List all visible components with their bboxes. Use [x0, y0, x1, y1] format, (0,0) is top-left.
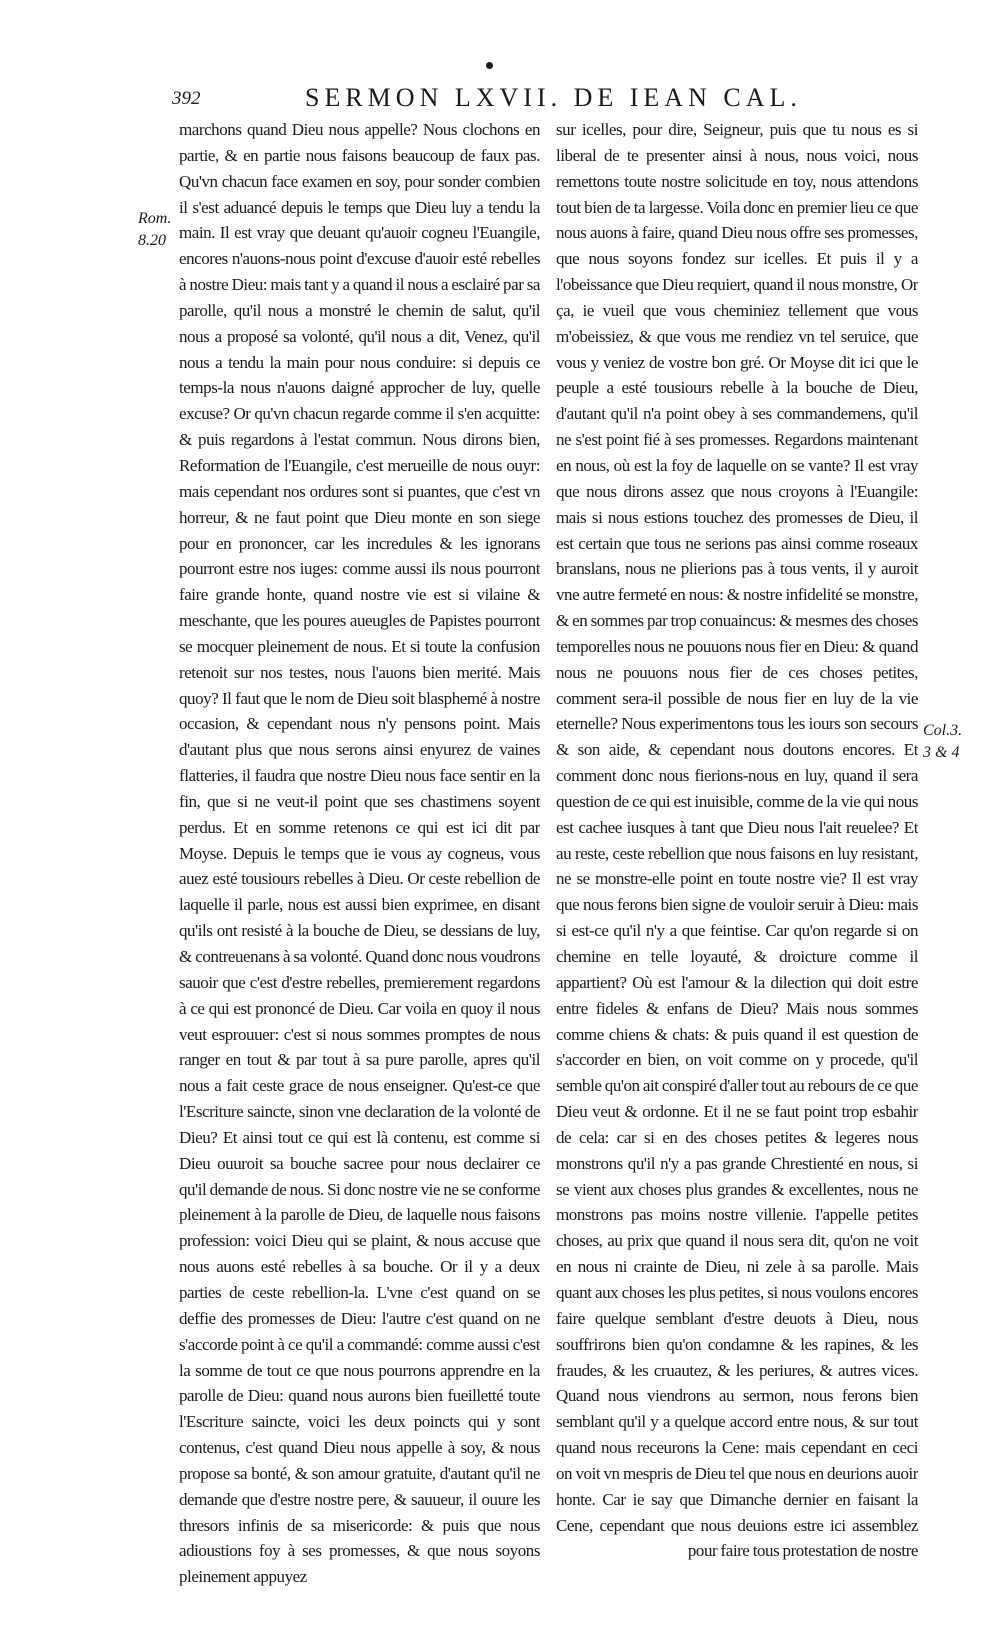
right-column-text: sur icelles, pour dire, Seigneur, puis que tu nous es si liberal de te presenter ainsi à nous, nous voici, nous remettons toute nostre solicitude en toy, nous attendons tout bien de ta largesse. Voila donc en premier lieu ce que nous auons à faire, quand Dieu nous offre ses promesses, que nous soyons fondez sur icelles. Et puis il y a l'obeissance que Dieu requiert, quand il nous monstre, Or ça, ie vueil que vous cheminiez tellement que vous m'obeissiez, & que vous me rendiez vn tel seruice, que vous y veniez de vostre bon gré. Or Moyse dit ici que le peuple a esté tousiours rebelle à la bouche de Dieu, d'autant qu'il n'a point obey à ses commandemens, qu'il ne s'est point fié à ses promesses. Regardons maintenant en nous, où est la foy de laquelle on se vante? Il est vray que nous dirons assez que nous croyons à l'Euangile: mais si nous estions touchez des promesses de Dieu, il est certain que tous ne serions pas ainsi comme roseaux branslans, nous ne plierions pas à tous vents, il y auroit vne autre fermeté en nous: & nostre infidelité se monstre, & en sommes par trop conuaincus: & mesmes des choses temporelles nous ne pouuons nous fier en Dieu: & quand nous ne pouuons nous fier de ces choses petites, comment sera-il possible de nous fier en luy de la vie eternelle? Nous experimentons tous les iours son secours & son aide, & cependant nous doutons encores. Et comment donc nous fierions-nous en luy, quand il sera question de ce qui est inuisible, comme de la vie qui nous est cachee iusques à tant que Dieu nous l'ait reuelee? Et au reste, ceste rebellion que nous faisons en luy resistant, ne se monstre-elle point en toute nostre vie? Il est vray que nous ferons bien signe de vouloir seruir à Dieu: mais si est-ce qu'il n'y a que feintise. Car qu'on regarde si on chemine en telle loyauté, & droicture comme il appartient? Où est l'amour & la dilection qui doit estre entre fideles & enfans de Dieu? Mais nous sommes comme chiens & chats: & puis quand il est question de s'accorder en bien, on voit comme on y procede, qu'il semble qu'on ait conspiré d'aller tout au rebours de ce que Dieu veut & ordonne. Et il ne se faut point trop esbahir de cela: car si en des choses petites & legeres nous monstrons qu'il n'y a pas grande Chrestienté en nous, si se vient aux choses plus grandes & excellentes, nous ne monstrons pas moins nostre villenie. I'appelle petites choses, au prix que quand il nous sera dit, qu'on ne voit en nous ni crainte de Dieu, ni zele à sa parolle. Mais quant aux choses les plus petites, si nous voulons encores faire quelque semblant d'estre deuots à Dieu, nous souffrirons bien qu'on condamne & les rapines, & les fraudes, & les cruautez, & les periures, & autres vices. Quand nous viendrons au sermon, nous ferons bien semblant qu'il y a quelque accord entre nous, & sur tout quand nous receurons la Cene: mais cependant en ceci on voit vn mespris de Dieu tel que nous en deurions auoir honte. Car ie say que Dimanche dernier en faisant la Cene, cependant que nous deuions estre ici assemblez pour faire tous protestation de nostre — [556, 120, 918, 1561]
margin-note-left: Rom. 8.20 — [138, 210, 172, 249]
page-dot-mark — [486, 62, 493, 69]
running-title: SERMON LXVII. DE IEAN CAL. — [305, 83, 802, 112]
left-column-text: marchons quand Dieu nous appelle? Nous clochons en partie, & en partie nous faisons beaucoup de faux pas. Qu'vn chacun face examen en soy, pour sonder combien il s'est aduancé depuis le temps que Dieu luy a tendu la main. Il est vray que deuant qu'auoir cogneu l'Euangile, encores n'auons-nous point d'excuse d'auoir esté rebelles à nostre Dieu: mais tant y a quand il nous a esclairé par sa parolle, qu'il nous a monstré le chemin de salut, qu'il nous a proposé sa volonté, qu'il nous a dit, Venez, qu'il nous a tendu la main pour nous conduire: si depuis ce temps-la nous n'auons daigné approcher de luy, quelle excuse? Or qu'vn chacun regarde comme il s'en acquitte: & puis regardons à l'estat commun. Nous dirons bien, Reformation de l'Euangile, c'est merueille de nous ouyr: mais cependant nos ordures sont si puantes, que c'est vn horreur, & ne faut point que Dieu monte en son siege pour en prononcer, car les incredules & les ignorans pourront estre nos iuges: comme aussi ils nous pourront faire grande honte, quand nostre vie est si vilaine & meschante, que les poures aueugles de Papistes pourront se mocquer pleinement de nous. Et si toute la confusion retenoit sur nos testes, nous l'auons bien merité. Mais quoy? Il faut que le nom de Dieu soit blasphemé à nostre occasion, & cependant nous n'y pensons point. Mais d'autant plus que nous serons ainsi enyurez de vaines flatteries, il faudra que nostre Dieu nous face sentir en la fin, que si ne veut-il point que ses chastimens soyent perdus. Et en somme retenons ce qui est ici dit par Moyse. Depuis le temps que ie vous ay cogneus, vous auez esté tousiours rebelles à Dieu. Or ceste rebellion de laquelle il parle, nous est aussi bien exprimee, en disant qu'ils ont resisté à la bouche de Dieu, se dessians de luy, & contreuenans à sa volonté. Quand donc nous voudrons sauoir que c'est d'estre rebelles, premierement regardons à ce qui est prononcé de Dieu. Car voila en quoy il nous veut esprouuer: c'est si nous sommes promptes de nous ranger en tout & par tout à sa pure parolle, apres qu'il nous a fait ceste grace de nous enseigner. Qu'est-ce que l'Escriture saincte, sinon vne declaration de la volonté de Dieu? Et ainsi tout ce qui est là contenu, est comme si Dieu ouuroit sa bouche sacree pour nous declairer ce qu'il demande de nous. Si donc nostre vie ne se conforme pleinement à la parolle de Dieu, de laquelle nous faisons profession: voici Dieu qui se plaint, & nous accuse que nous auons esté rebelles à sa bouche. Or il y a deux parties de ceste rebellion-la. L'vne c'est quand on se deffie des promesses de Dieu: l'autre c'est quand on ne s'accorde point à ce qu'il a commandé: comme aussi c'est la somme de tout ce que nous pourrons apprendre en la parolle de Dieu: quand nous aurons bien fueilletté toute l'Escriture saincte, voici les deux poincts qui y sont contenus, c'est quand Dieu nous appelle à soy, & nous propose sa bonté, & son amour gratuite, d'autant qu'il ne demande que d'estre nostre pere, & sauueur, il ouure les thresors infinis de sa misericorde: & puis que nous adioustions foy à ses promesses, & que nous soyons pleinement appuyez — [179, 120, 540, 1587]
text-column-left — [179, 117, 540, 1607]
page-number: 392 — [172, 88, 201, 109]
text-column-right — [556, 117, 918, 1607]
margin-note-right: Col.3. 3 & 4 — [923, 722, 963, 761]
